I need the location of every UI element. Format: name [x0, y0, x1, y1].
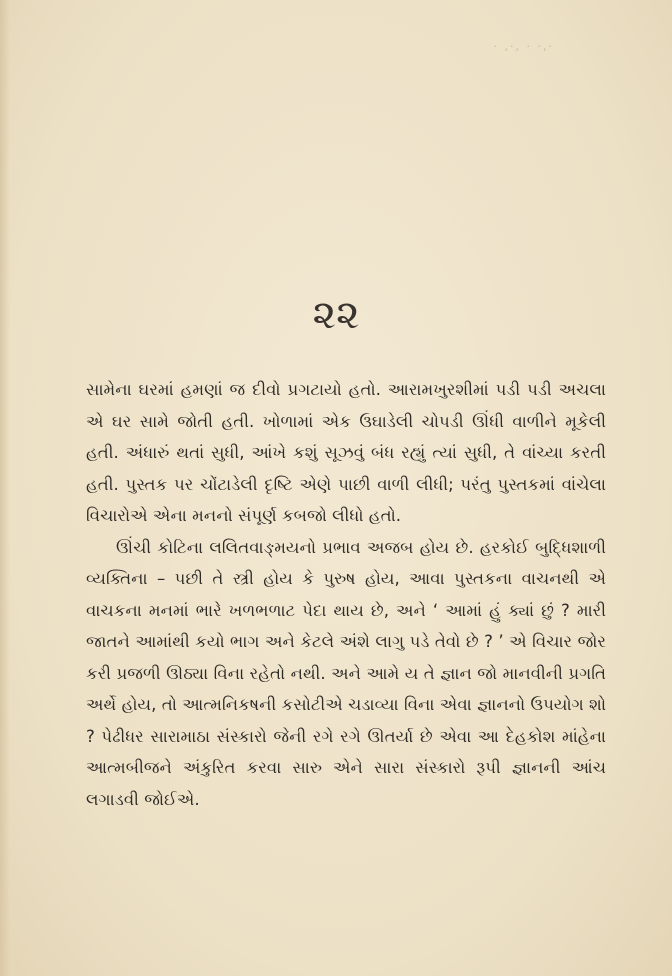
faint-header-mark: · ,·, · ·,· — [493, 40, 554, 53]
paragraph-1: સામેના ઘરમાં હમણાં જ દીવો પ્રગટાયો હતો. આરામખુરશીમાં પડી પડી અચલા એ ઘર સામે જોતી હતી. ખોળામાં એક ઉઘાડેલી ચોપડી ઊંધી વાળીને મૂકેલી હતી. અંધારું થતાં સુધી, આંખે કશું સૂઝવું બંધ રહ્યું ત્યાં સુધી, તે વાંચ્યા કરતી હતી. પુસ્તક પર ચોંટાડેલી દૃષ્ટિ એણે પાછી વાળી લીધી; પરંતુ પુસ્તકમાં વાંચેલા વિચારોએ એના મનનો સંપૂર્ણ કબજો લીધો હતો. — [86, 380, 606, 525]
chapter-number: ૨૨ — [312, 292, 360, 338]
paragraph-2: ઊંચી કોટિના લલિતવાઙ્મયનો પ્રભાવ અજબ હોય છે. હરકોઈ બુદ્ધિશાળી વ્યક્તિના – પછી તે સ્ત્રી હોય કે પુરુષ હોય, આવા પુસ્તકના વાચનથી એ વાચકના મનમાં ભારે ખળભળાટ પેદા થાય છે, અને ‘ આમાં હું ક્યાં છું ? મારી જાતને આમાંથી કયો ભાગ અને કેટલે અંશે લાગુ પડે તેવો છે ? ’ એ વિચાર જોર કરી પ્રજળી ઊઠ્યા વિના રહેતો નથી. અને આમે ય તે જ્ઞાન જો માનવીની પ્રગતિ અર્થે હોય, તો આત્મનિકષની કસોટીએ ચડાવ્યા વિના એવા જ્ઞાનનો ઉપયોગ શો ? પેઢીધર સારામાઠા સંસ્કારો જેની રગે રગે ઊતર્યા છે એવા આ દેહકોશ માંહેના આત્મબીજને અંકુરિત કરવા સારુ એને સારા સંસ્કારો રૂપી જ્ઞાનની આંચ લગાડવી જોઈએ. — [86, 537, 606, 809]
page-spine-shadow — [0, 0, 10, 976]
chapter-body — [86, 374, 606, 815]
